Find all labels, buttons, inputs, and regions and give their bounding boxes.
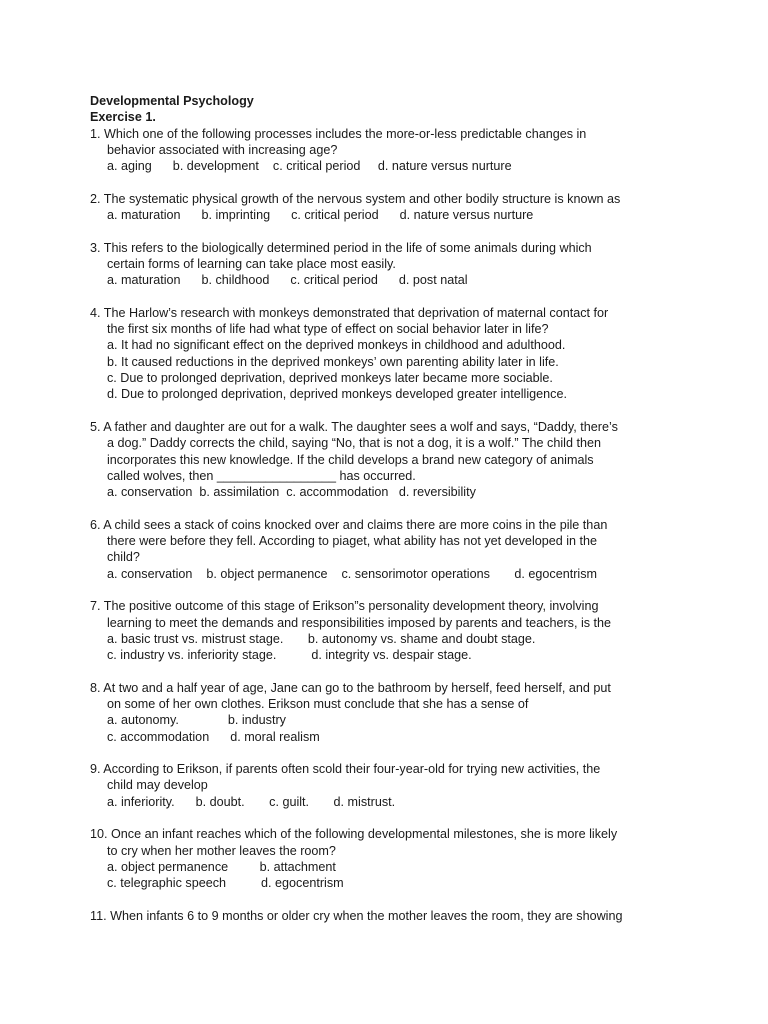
question-text-line: 8. At two and a half year of age, Jane can go to the bathroom by herself, feed herself, and put [90,680,611,695]
question-text-line: 4. The Harlow’s research with monkeys demonstrated that deprivation of maternal contact for [90,305,609,320]
question-6 [90,517,690,582]
question-text-line: 6. A child sees a stack of coins knocked over and claims there are more coins in the pile than [90,517,608,532]
question-text-line: certain forms of learning can take place most easily. [107,256,396,271]
question-5 [90,419,690,500]
question-text-line: incorporates this new knowledge. If the child develops a brand new category of animals [107,452,594,467]
question-2 [90,191,690,224]
answer-options-line: a. conservation b. object permanence c. sensorimotor operations d. egocentrism [107,566,598,581]
question-4 [90,305,690,403]
question-text-line: 10. Once an infant reaches which of the following developmental milestones, she is more likely [90,827,618,842]
answer-options-line: d. Due to prolonged deprivation, deprived monkeys developed greater intelligence. [107,387,567,402]
answer-options-line: a. inferiority. b. doubt. c. guilt. d. mistrust. [107,794,396,809]
question-text-line: 3. This refers to the biologically determined period in the life of some animals during which [90,240,592,255]
question-7 [90,598,690,663]
question-text-line: learning to meet the demands and responsibilities imposed by parents and teachers, is the [107,615,612,630]
question-text-line: on some of her own clothes. Erikson must conclude that she has a sense of [107,696,529,711]
answer-options-line: a. object permanence b. attachment [107,859,336,874]
question-11 [90,908,690,924]
document-content [90,93,690,940]
question-text-line: 1. Which one of the following processes includes the more-or-less predictable changes in [90,126,587,141]
question-3 [90,240,690,289]
answer-options-line: a. maturation b. imprinting c. critical period d. nature versus nurture [107,208,534,223]
question-text-line: 7. The positive outcome of this stage of Erikson”s personality development theory, involving [90,599,599,614]
question-9 [90,761,690,810]
question-text-line: the first six months of life had what type of effect on social behavior later in life? [107,322,549,337]
question-10 [90,826,690,891]
answer-options-line: c. industry vs. inferiority stage. d. integrity vs. despair stage. [107,648,472,663]
answer-options-line: a. It had no significant effect on the deprived monkeys in childhood and adulthood. [107,338,566,353]
question-text-line: 5. A father and daughter are out for a walk. The daughter sees a wolf and says, “Daddy, there’s [90,419,618,434]
answer-options-line: a. autonomy. b. industry [107,713,286,728]
question-text-line: there were before they fell. According to piaget, what ability has not yet developed in the [107,534,598,549]
question-text-line: behavior associated with increasing age? [107,142,338,157]
answer-options-line: c. Due to prolonged deprivation, deprived monkeys later became more sociable. [107,371,553,386]
question-1 [90,126,690,175]
question-text-line: 9. According to Erikson, if parents often scold their four-year-old for trying new activities, the [90,762,601,777]
answer-options-line: a. basic trust vs. mistrust stage. b. autonomy vs. shame and doubt stage. [107,631,536,646]
question-text-line: a dog.” Daddy corrects the child, saying “No, that is not a dog, it is a wolf.” The child then [107,436,601,451]
question-text-line: child may develop [107,778,208,793]
answer-options-line: a. aging b. development c. critical period d. nature versus nurture [107,159,512,174]
answer-options-line: c. telegraphic speech d. egocentrism [107,876,344,891]
question-8 [90,680,690,745]
question-text-line: called wolves, then _________________ has occurred. [107,468,416,483]
document-title: Developmental Psychology [90,94,254,108]
answer-options-line: a. maturation b. childhood c. critical period d. post natal [107,273,468,288]
question-text-line: child? [107,550,140,565]
answer-options-line: a. conservation b. assimilation c. accommodation d. reversibility [107,485,476,500]
question-text-line: to cry when her mother leaves the room? [107,843,336,858]
exercise-heading: Exercise 1. [90,110,156,125]
question-text-line: 11. When infants 6 to 9 months or older cry when the mother leaves the room, they are showing [90,908,623,923]
question-list [90,126,690,925]
answer-options-line: c. accommodation d. moral realism [107,729,320,744]
answer-options-line: b. It caused reductions in the deprived monkeys’ own parenting ability later in life. [107,354,559,369]
question-text-line: 2. The systematic physical growth of the nervous system and other bodily structure is known as [90,191,621,206]
